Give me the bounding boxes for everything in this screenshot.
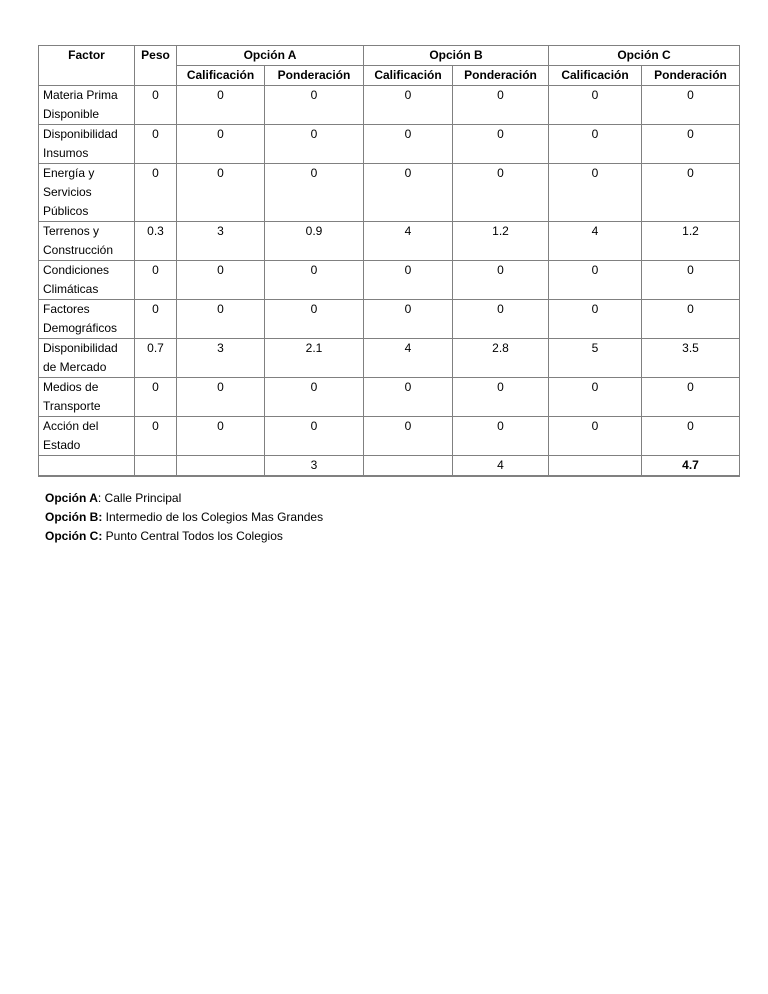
legend-option-c [45,527,323,546]
option-a-ponderacion: 0 [265,86,364,125]
table-row [39,339,740,378]
option-c-calificacion: 0 [549,86,642,125]
header-row-top [39,46,740,66]
option-c-calificacion: 0 [549,261,642,300]
table-row [39,125,740,164]
option-b-ponderacion: 0 [453,125,549,164]
factor-name: Disponibilidad de Mercado [39,339,135,378]
option-a-calificacion: 0 [177,125,265,164]
total-b-calificacion-empty [364,456,453,477]
option-b-calificacion: 0 [364,300,453,339]
legend-option-a-label: Opción A [45,491,98,505]
peso-value: 0 [135,261,177,300]
total-option-b-ponderacion: 4 [453,456,549,477]
option-a-ponderacion: 0 [265,378,364,417]
table-row [39,164,740,222]
option-b-ponderacion: 0 [453,378,549,417]
option-c-calificacion: 0 [549,378,642,417]
total-option-c-ponderacion: 4.7 [642,456,740,477]
option-a-ponderacion: 0 [265,125,364,164]
header-b-calificacion: Calificación [364,66,453,86]
option-c-calificacion: 4 [549,222,642,261]
factor-name: Condiciones Climáticas [39,261,135,300]
legend-option-b-text: Intermedio de los Colegios Mas Grandes [102,510,324,524]
legend-option-b [45,508,323,527]
factor-rating-table [38,45,740,477]
options-legend [45,489,323,546]
option-c-ponderacion: 0 [642,378,740,417]
option-c-ponderacion: 0 [642,300,740,339]
option-b-calificacion: 0 [364,378,453,417]
option-c-calificacion: 0 [549,125,642,164]
total-option-a-ponderacion: 3 [265,456,364,477]
factor-name: Acción del Estado [39,417,135,456]
option-a-ponderacion: 0.9 [265,222,364,261]
peso-value: 0.7 [135,339,177,378]
table-row [39,417,740,456]
peso-value: 0 [135,378,177,417]
header-a-calificacion: Calificación [177,66,265,86]
option-a-calificacion: 3 [177,339,265,378]
option-a-ponderacion: 0 [265,164,364,222]
option-b-ponderacion: 0 [453,300,549,339]
peso-value: 0 [135,300,177,339]
option-c-calificacion: 5 [549,339,642,378]
option-b-ponderacion: 0 [453,164,549,222]
header-a-ponderacion: Ponderación [265,66,364,86]
header-peso: Peso [135,46,177,86]
header-option-c: Opción C [549,46,740,66]
option-b-calificacion: 0 [364,261,453,300]
option-b-calificacion: 0 [364,86,453,125]
option-b-calificacion: 4 [364,222,453,261]
header-c-calificacion: Calificación [549,66,642,86]
option-c-ponderacion: 1.2 [642,222,740,261]
option-a-ponderacion: 0 [265,261,364,300]
option-a-calificacion: 0 [177,261,265,300]
option-b-calificacion: 0 [364,125,453,164]
peso-value: 0 [135,417,177,456]
header-c-ponderacion: Ponderación [642,66,740,86]
factor-name: Medios de Transporte [39,378,135,417]
peso-value: 0.3 [135,222,177,261]
legend-option-a-text: : Calle Principal [97,491,182,505]
legend-option-b-label: Opción B: [45,510,103,524]
factor-name: Disponibilidad Insumos [39,125,135,164]
option-b-ponderacion: 0 [453,261,549,300]
option-c-ponderacion: 0 [642,261,740,300]
option-c-ponderacion: 3.5 [642,339,740,378]
table-row [39,222,740,261]
option-b-ponderacion: 2.8 [453,339,549,378]
option-a-ponderacion: 0 [265,300,364,339]
peso-value: 0 [135,164,177,222]
option-c-calificacion: 0 [549,164,642,222]
header-option-b: Opción B [364,46,549,66]
option-c-ponderacion: 0 [642,86,740,125]
option-a-calificacion: 0 [177,378,265,417]
option-c-calificacion: 0 [549,300,642,339]
option-b-calificacion: 4 [364,339,453,378]
total-peso-empty [135,456,177,477]
table-row [39,86,740,125]
option-c-ponderacion: 0 [642,125,740,164]
factor-name: Factores Demográficos [39,300,135,339]
option-a-calificacion: 0 [177,417,265,456]
peso-value: 0 [135,125,177,164]
factor-name: Energía y Servicios Públicos [39,164,135,222]
option-c-ponderacion: 0 [642,164,740,222]
option-a-calificacion: 3 [177,222,265,261]
header-b-ponderacion: Ponderación [453,66,549,86]
option-a-calificacion: 0 [177,86,265,125]
totals-row [39,456,740,477]
option-a-ponderacion: 0 [265,417,364,456]
total-factor-empty [39,456,135,477]
legend-option-c-text: Punto Central Todos los Colegios [102,529,283,543]
option-a-ponderacion: 2.1 [265,339,364,378]
header-factor: Factor [39,46,135,86]
option-b-ponderacion: 1.2 [453,222,549,261]
table-row [39,300,740,339]
option-b-ponderacion: 0 [453,86,549,125]
total-c-calificacion-empty [549,456,642,477]
option-c-ponderacion: 0 [642,417,740,456]
option-b-calificacion: 0 [364,417,453,456]
header-option-a: Opción A [177,46,364,66]
table-row [39,378,740,417]
legend-option-c-label: Opción C: [45,529,103,543]
table-row [39,261,740,300]
factor-name: Terrenos y Construcción [39,222,135,261]
option-c-calificacion: 0 [549,417,642,456]
option-a-calificacion: 0 [177,300,265,339]
total-a-calificacion-empty [177,456,265,477]
factor-name: Materia Prima Disponible [39,86,135,125]
option-b-calificacion: 0 [364,164,453,222]
option-a-calificacion: 0 [177,164,265,222]
option-b-ponderacion: 0 [453,417,549,456]
peso-value: 0 [135,86,177,125]
legend-option-a [45,489,323,508]
